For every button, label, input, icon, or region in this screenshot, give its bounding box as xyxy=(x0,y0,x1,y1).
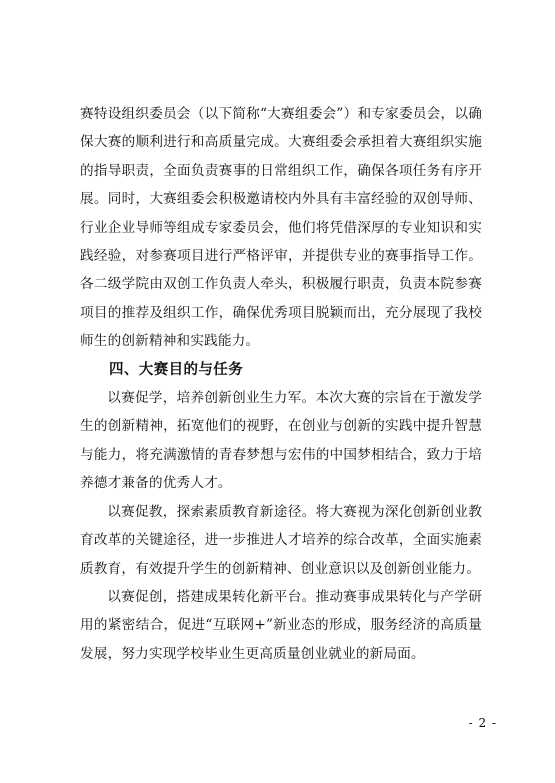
section-heading: 四、大赛目的与任务 xyxy=(109,360,244,378)
body-paragraph-innovation: 以赛促创，搭建成果转化新平台。推动赛事成果转化与产学研用的紧密结合，促进“互联网+”新业态的形成，服务经济的高质量发展，努力实现学校毕业生更高质量创业就业的新局面。 xyxy=(80,588,482,662)
continued-paragraph: 赛特设组织委员会（以下简称“大赛组委会”）和专家委员会，以确保大赛的顺利进行和高质量完成。大赛组委会承担着大赛组织实施的指导职责，全面负责赛事的日常组织工作，确保各项任务有序开展。同时，大赛组委会积极邀请校内外具有丰富经验的双创导师、行业企业导师等组成专家委员会，他们将凭借深厚的专业知识和实践经验，对参赛项目进行严格评审，并提供专业的赛事指导工作。各二级学院由双创工作负责人牵头，积极履行职责，负责本院参赛项目的推荐及组织工作，确保优秀项目脱颖而出，充分展现了我校师生的创新精神和实践能力。 xyxy=(80,106,482,350)
document-body xyxy=(80,100,482,668)
body-paragraph-teaching: 以赛促教，探索素质教育新途径。将大赛视为深化创新创业教育改革的关键途径，进一步推进人才培养的综合改革，全面实施素质教育，有效提升学生的创新精神、创业意识以及创新创业能力。 xyxy=(80,503,482,577)
page-number: - 2 - xyxy=(468,716,497,730)
body-paragraph-learning: 以赛促学，培养创新创业生力军。本次大赛的宗旨在于激发学生的创新精神，拓宽他们的视野，在创业与创新的实践中提升智慧与能力，将充满激情的青春梦想与宏伟的中国梦相结合，致力于培养德才兼备的优秀人才。 xyxy=(80,390,482,492)
